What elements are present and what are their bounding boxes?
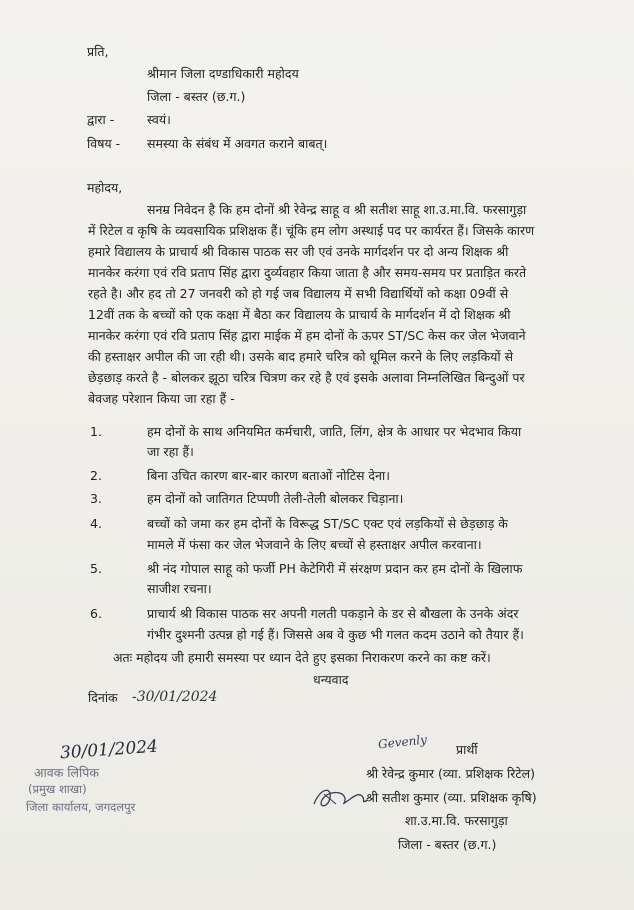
point-line: प्राचार्य श्री विकास पाठक सर अपनी गलती पकड़ाने के डर से बौखला के उनके अंदर xyxy=(147,606,519,621)
stamp-handwritten-date: 30/01/2024 xyxy=(59,736,159,764)
point-number: 3. xyxy=(90,491,102,506)
point-line: हम दोनों को जातिगत टिप्पणी तेली-तेली बोलकर चिड़ाना। xyxy=(147,491,404,506)
point-number: 5. xyxy=(90,561,102,576)
body-line: की हस्ताक्षर अपील की जा रही थी। उसके बाद हमारे चरित्र को धूमिल करने के लिए लड़कियों से xyxy=(88,349,514,364)
point-number: 6. xyxy=(90,606,102,621)
addressee-line2: जिला - बस्तर (छ.ग.) xyxy=(147,89,246,104)
date-label: दिनांक xyxy=(88,690,118,705)
body-line: रहते है। और हद तो 27 जनवरी को हो गई जब विद्यालय में सभी विद्यार्थियों को कक्षा 09वीं से xyxy=(88,286,509,301)
body-line: हमारे विद्यालय के प्राचार्य श्री विकास पाठक सर जी एवं उनके मार्गदर्शन पर दो अन्य शिक्षक श्री xyxy=(88,244,509,259)
prati-label: प्रति, xyxy=(87,44,109,59)
salutation: महोदय, xyxy=(87,180,123,195)
point-line: जा रहा हैं। xyxy=(147,444,194,459)
date-value: -30/01/2024 xyxy=(132,689,218,705)
point-number: 1. xyxy=(90,424,102,439)
body-line: छेड़छाड़ करते है - बोलकर झूठा चरित्र चित्रण कर रहे है एवं इसके अलावा निम्नलिखित बिन्दुओं पर xyxy=(88,370,525,385)
stamp-line1: आवक लिपिक xyxy=(34,765,99,780)
point-line: गंभीर दुश्मनी उत्पन्न हो गई हैं। जिससे अब वे कुछ भी गलत कदम उठाने को तैयार हैं। xyxy=(147,627,524,642)
signature-1: Gevenly xyxy=(377,732,428,752)
applicant-name2: श्री सतीश कुमार (व्या. प्रशिक्षक कृषि) xyxy=(366,790,537,805)
body-line: मानकेर करंगा एवं रवि प्रताप सिंह द्वारा माईक में हम दोनों के ऊपर ST/SC केस कर जेल भेजवाने xyxy=(88,328,526,343)
thanks: धन्यवाद xyxy=(313,672,349,687)
stamp-line2: (प्रमुख शाखा) xyxy=(28,782,87,796)
body-line: सनम्र निवेदन है कि हम दोनों श्री रेवेन्द्र साहू व श्री सतीश साहू शा.उ.मा.वि. फरसागुड़ा xyxy=(147,202,527,217)
applicant-school: शा.उ.मा.वि. फरसागुड़ा xyxy=(405,813,508,828)
applicant-label: प्रार्थी xyxy=(456,742,478,757)
point-line: साजीश रचना। xyxy=(147,581,212,596)
body-line: बेवजह परेशान किया जा रहा हैं - xyxy=(88,391,235,406)
signature-2 xyxy=(310,782,372,812)
dwara-value: स्वयं। xyxy=(147,112,171,127)
point-line: हम दोनों के साथ अनियमित कर्मचारी, जाति, लिंग, क्षेत्र के आधार पर भेदभाव किया xyxy=(147,424,522,439)
receipt-stamp xyxy=(26,736,159,824)
point-line: श्री नंद गोपाल साहू को फर्जी PH केटेगिरी में संरक्षण प्रदान कर हम दोनों के खिलाफ xyxy=(147,561,523,576)
closing-request: अतः महोदय जी हमारी समस्या पर ध्यान देते हुए इसका निराकरण करने का कष्ट करें। xyxy=(113,650,491,665)
body-line: मानकेर करंगा एवं रवि प्रताप सिंह द्वारा दुर्व्यवहार किया जाता है और समय-समय पर प्रताड़ित करते xyxy=(88,265,527,280)
point-line: बिना उचित कारण बार-बार कारण बताओं नोटिस देना। xyxy=(147,468,390,483)
applicant-district: जिला - बस्तर (छ.ग.) xyxy=(398,837,497,852)
point-number: 2. xyxy=(90,468,102,483)
addressee-line1: श्रीमान जिला दण्डाधिकारी महोदय xyxy=(147,66,299,81)
point-line: बच्चों को जमा कर हम दोनों के विरूद्ध ST/SC एक्ट एवं लड़कियों से छेड़छाड़ के xyxy=(147,516,508,531)
stamp-line3: जिला कार्यालय, जगदलपुर xyxy=(26,800,136,814)
body-line: में रिटेल व कृषि के व्यवसायिक प्रशिक्षक हैं। चूंकि हम लोग अस्थाई पद पर कार्यरत हैं। जिसके कारण xyxy=(88,223,535,238)
point-line: मामले में फंसा कर जेल भेजवाने के लिए बच्चों से हस्ताक्षर अपील करवाना। xyxy=(147,537,482,552)
vishay-label: विषय - xyxy=(87,136,121,151)
body-line: 12वीं तक के बच्चों को एक कक्षा में बैठा कर विद्यालय के प्राचार्य के मार्गदर्शन में दो शिक्षक श्री xyxy=(88,307,511,322)
point-number: 4. xyxy=(90,516,102,531)
applicant-name1: श्री रेवेन्द्र कुमार (व्या. प्रशिक्षक रिटेल) xyxy=(366,766,535,781)
vishay-value: समस्या के संबंध में अवगत कराने बाबत्। xyxy=(147,136,328,151)
dwara-label: द्वारा - xyxy=(87,112,115,127)
